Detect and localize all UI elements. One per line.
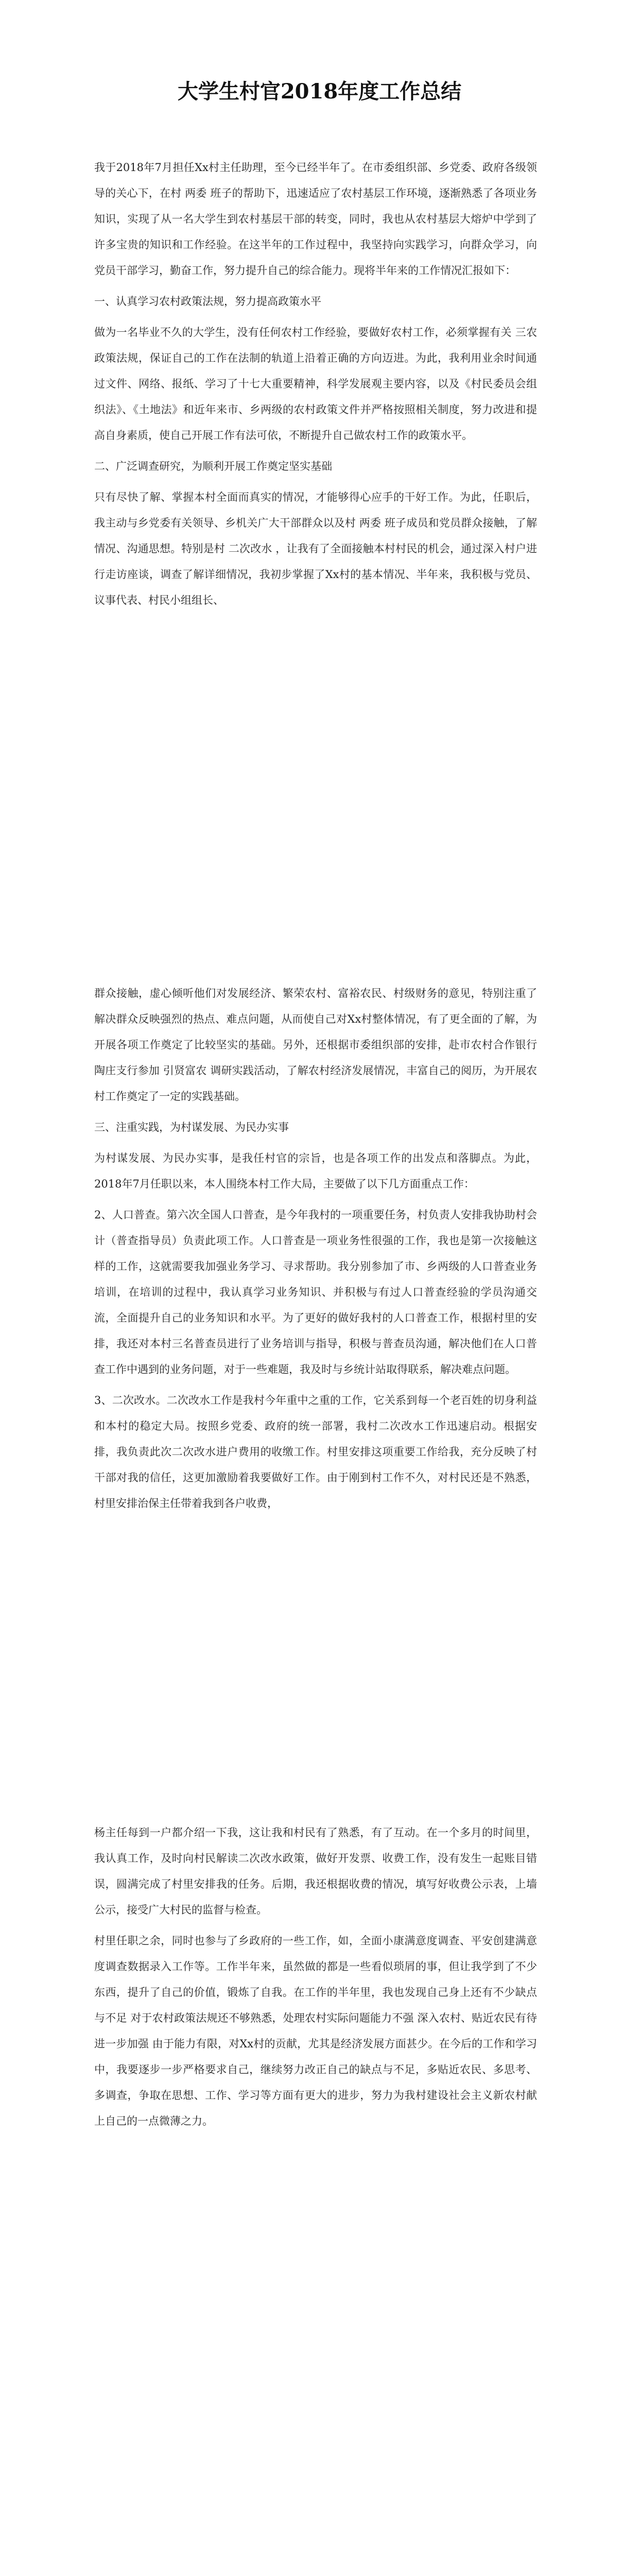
census-paragraph: 2、人口普查。第六次全国人口普查，是今年我村的一项重要任务，村负责人安排我协助村会计（普查指导员）负责此项工作。人口普查是一项业务性很强的工作，我也是第一次接触这样的工作，这就需要我加强业务学习、寻求帮助。我分别参加了市、乡两级的人口普查业务培训，在培训的过程中，我认真学习业务知识、并积极与有过人口普查经验的学员沟通交流，全面提升自己的业务知识和水平。为了更好的做好我村的人口普查工作，根据村里的安排，我还对本村三名普查员进行了业务培训与指导，积极与普查员沟通，解决他们在人口普查工作中遇到的业务问题，对于一些难题，我及时与乡统计站取得联系，解决难点问题。 bbox=[94, 1209, 537, 1376]
text-segment-2 bbox=[94, 980, 537, 1521]
intro-paragraph: 我于2018年7月担任Xx村主任助理，至今已经半年了。在市委组织部、乡党委、政府各级领导的关心下，在村 两委 班子的帮助下，迅速适应了农村基层工作环境，逐渐熟悉了各项业务知识，实现了从一名大学生到农村基层干部的转变，同时，我也从农村基层大熔炉中学到了许多宝贵的知识和工作经验。在这半年的工作过程中，我坚持向实践学习，向群众学习，向党员干部学习，勤奋工作，努力提升自己的综合能力。现将半年来的工作情况汇报如下： bbox=[94, 161, 537, 277]
text-segment-1 bbox=[94, 155, 537, 618]
section-1-paragraph: 做为一名毕业不久的大学生，没有任何农村工作经验，要做好农村工作，必须掌握有关 三农 政策法规，保证自己的工作在法制的轨道上沿着正确的方向迈进。为此，我利用业余时间通过文件、网络、报纸、学习了十七大重要精神，科学发展观主要内容，以及《村民委员会组织法》、《土地法》和近年来市、乡两级的农村政策文件并严格按照相关制度，努力改进和提高自身素质，使自己开展工作有法可依，不断提升自己做农村工作的政策水平。 bbox=[94, 326, 537, 442]
section-heading-3: 三、注重实践，为村谋发展、为民办实事 bbox=[94, 1121, 289, 1133]
section-2-continued-paragraph: 群众接触，虚心倾听他们对发展经济、繁荣农村、富裕农民、村级财务的意见，特别注重了解决群众反映强烈的热点、难点问题，从而使自己对Xx村整体情况，有了更全面的了解，为开展各项工作奠定了比较坚实的基础。另外，还根据市委组织部的安排，赴市农村合作银行陶庄支行参加 引贤富农 调研实践活动，了解农村经济发展情况，丰富自己的阅历，为开展农村工作奠定了一定的实践基础。 bbox=[94, 987, 537, 1103]
section-heading-2: 二、广泛调查研究，为顺利开展工作奠定坚实基础 bbox=[94, 460, 332, 472]
water-project-paragraph: 3、二次改水。二次改水工作是我村今年重中之重的工作，它关系到每一个老百姓的切身利益和本村的稳定大局。按照乡党委、政府的统一部署，我村二次改水工作迅速启动。根据安排，我负责此次二次改水进户费用的收缴工作。村里安排这项重要工作给我，充分反映了村干部对我的信任，这更加激励着我要做好工作。由于刚到村工作不久，对村民还是不熟悉，村里安排治保主任带着我到各户收费， bbox=[94, 1394, 537, 1510]
closing-paragraph: 村里任职之余，同时也参与了乡政府的一些工作，如，全面小康满意度调查、平安创建满意度调查数据录入工作等。工作半年来，虽然做的都是一些看似琐屑的事，但让我学到了不少东西，提升了自己的价值，锻炼了自我。在工作的半年里，我也发现自己身上还有不少缺点与不足 对于农村政策法规还不够熟悉，处理农村实际问题能力不强 深入农村、贴近农民有待进一步加强 由于能力有限，对Xx村的贡献，尤其是经济发展方面甚少。在今后的工作和学习中，我要逐步一步严格要求自己，继续努力改正自己的缺点与不足，多贴近农民、多思考、多调查，争取在思想、工作、学习等方面有更大的进步，努力为我村建设社会主义新农村献上自己的一点微薄之力。 bbox=[94, 1935, 537, 2127]
section-2-paragraph: 只有尽快了解、掌握本村全面而真实的情况，才能够得心应手的干好工作。为此，任职后，我主动与乡党委有关领导、乡机关广大干部群众以及村 两委 班子成员和党员群众接触，了解情况、沟通思想。特别是村 二次改水 ，让我有了全面接触本村村民的机会，通过深入村户进行走访座谈，调查了解详细情况，我初步掌握了Xx村的基本情况、半年来，我积极与党员、议事代表、村民小组组长、 bbox=[94, 491, 537, 606]
text-segment-3 bbox=[94, 1820, 537, 2139]
water-project-continued-paragraph: 杨主任每到一户都介绍一下我，这让我和村民有了熟悉，有了互动。在一个多月的时间里，我认真工作，及时向村民解读二次改水政策，做好开发票、收费工作，没有发生一起账目错误，圆满完成了村里安排我的任务。后期，我还根据收费的情况，填写好收费公示表，上墙公示，接受广大村民的监督与检查。 bbox=[94, 1826, 537, 1916]
section-heading-1: 一、认真学习农村政策法规，努力提高政策水平 bbox=[94, 295, 321, 308]
document-title: 大学生村官2018年度工作总结 bbox=[177, 79, 462, 104]
section-3-intro-paragraph: 为村谋发展、为民办实事，是我任村官的宗旨，也是各项工作的出发点和落脚点。为此，2018年7月任职以来，本人围绕本村工作大局，主要做了以下几方面重点工作： bbox=[94, 1152, 537, 1190]
